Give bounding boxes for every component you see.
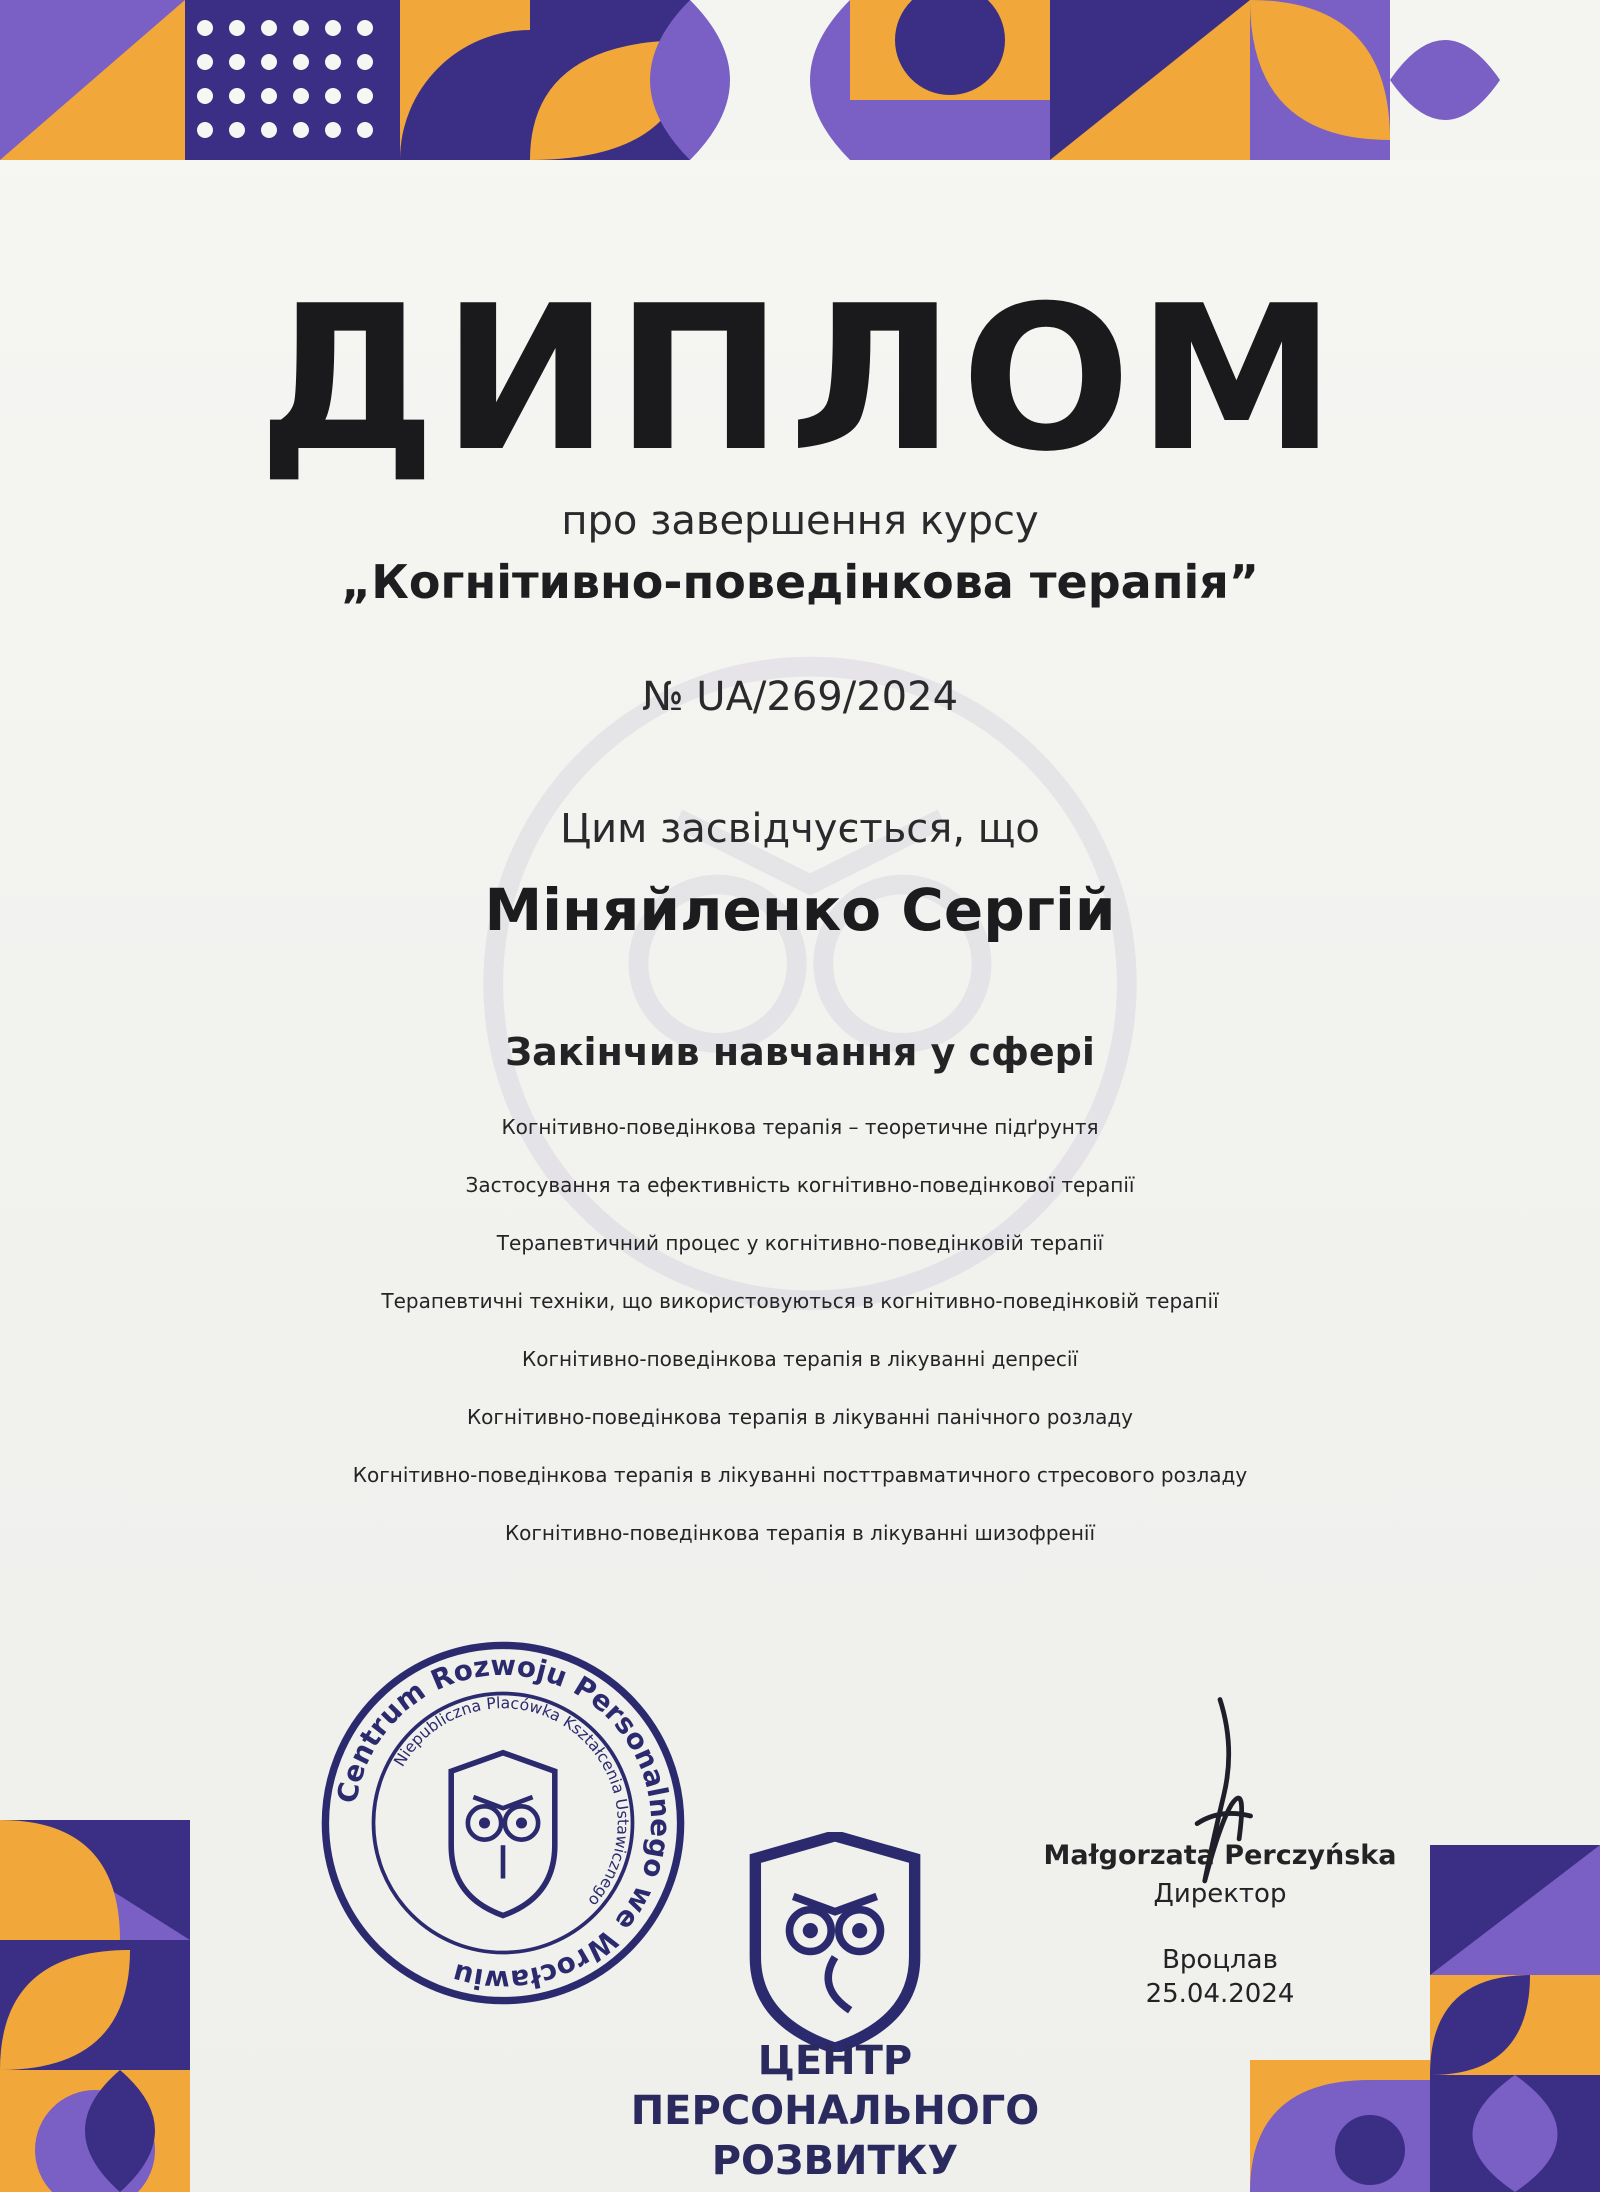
organization-line-1: ЦЕНТР [757, 2038, 913, 2084]
topics-list [0, 1098, 1600, 1562]
organization-name [590, 2036, 1080, 2186]
diploma-subtitle: про завершення курсу [561, 498, 1039, 544]
recipient-name: Міняйленко Сергій [484, 876, 1116, 944]
topic-item: Терапевтичний процес у когнітивно-поведінковій терапії [496, 1231, 1104, 1255]
signatory-block [1040, 1840, 1400, 2009]
course-name: „Когнітивно-поведінкова терапія” [340, 555, 1260, 609]
director-role: Директор [1153, 1879, 1287, 1909]
organization-line-2: ПЕРСОНАЛЬНОГО [630, 2088, 1040, 2134]
topic-item: Терапевтичні техніки, що використовуються в когнітивно-поведінковій терапії [381, 1289, 1219, 1313]
topic-item: Когнітивно-поведінкова терапія в лікуванні посттравматичного стресового розладу [352, 1463, 1248, 1487]
seal-owl-icon [451, 1753, 555, 1916]
diploma-title: ДИПЛОМ [257, 263, 1343, 496]
director-name: Małgorzata Perczyńska [1043, 1840, 1397, 1871]
certify-text: Цим засвідчується, що [560, 806, 1040, 852]
topic-item: Когнітивно-поведінкова терапія в лікуванні шизофренії [504, 1521, 1096, 1545]
organization-owl-logo-icon [740, 1832, 930, 2052]
official-seal [318, 1638, 688, 2008]
topic-item: Когнітивно-поведінкова терапія в лікуванні панічного розладу [466, 1405, 1134, 1429]
field-intro: Закінчив навчання у сфері [505, 1030, 1095, 1074]
issue-city: Вроцлав [1162, 1945, 1278, 1975]
issue-date: 25.04.2024 [1145, 1979, 1295, 2009]
topic-item: Застосування та ефективність когнітивно-поведінкової терапії [465, 1173, 1135, 1197]
bottom-right-decorative-border [1430, 1845, 1600, 2192]
organization-line-3: РОЗВИТКУ [711, 2138, 959, 2184]
bottom-left-decorative-border [0, 1820, 190, 2192]
seal-inner-text: Niepubliczna Placówka Kształcenia Ustawicznego [389, 1693, 633, 1911]
seal-outer-text: Centrum Rozwoju Personalnego we Wrocławiu [330, 1648, 678, 1998]
topic-item: Когнітивно-поведінкова терапія – теоретичне підґрунтя [501, 1115, 1099, 1139]
diploma-number: № UA/269/2024 [641, 674, 959, 720]
top-decorative-border [0, 0, 1600, 160]
bottom-mid-right-decorative-border [1250, 2060, 1430, 2192]
topic-item: Когнітивно-поведінкова терапія в лікуванні депресії [522, 1347, 1078, 1371]
